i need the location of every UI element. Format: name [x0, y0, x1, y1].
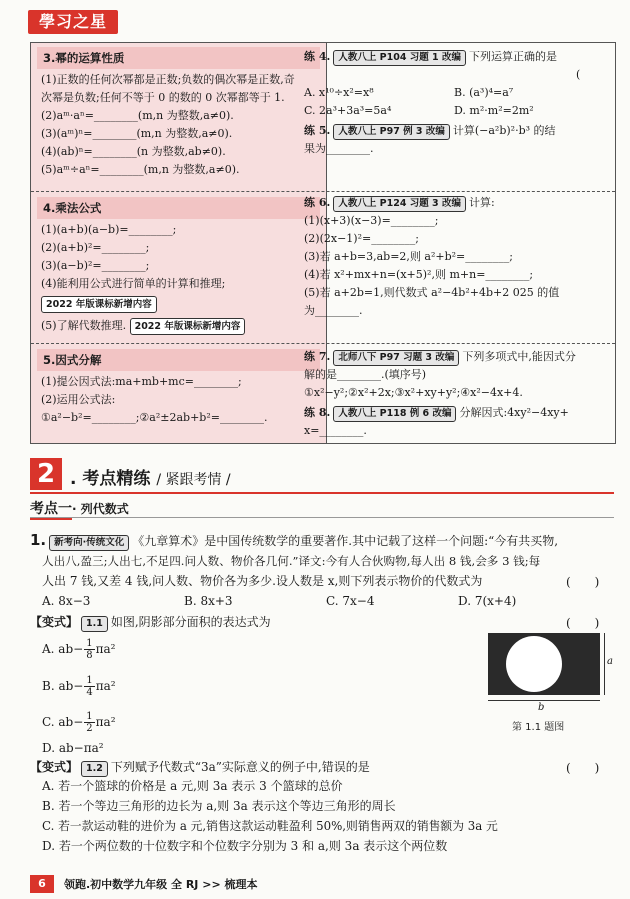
option-a: A. x¹⁰÷x²=x⁸ [304, 86, 374, 99]
denominator: 4 [86, 687, 93, 698]
practice-label: 练 5. [304, 124, 331, 137]
answer-paren: ( ) [566, 616, 600, 630]
variant-tag: 1.1 [81, 616, 108, 632]
practice-label: 练 6. [304, 196, 331, 209]
dimension-line [604, 633, 605, 695]
section-subtitle: / 紧跟考情 / [156, 472, 231, 488]
practice-text: 下列运算正确的是 [468, 50, 557, 63]
practice-line [304, 194, 598, 212]
page-footer [30, 873, 590, 895]
text-line: ①a²−b²=________;②a²±2ab+b²=________. [41, 411, 268, 424]
factorization-block [31, 345, 326, 427]
curriculum-tag: 2022 年版课标新增内容 [130, 318, 246, 335]
question-1-line [30, 530, 558, 551]
text-line [41, 295, 320, 313]
practice-line: 为________. [304, 304, 363, 317]
option-c: C. 7x−4 [326, 594, 375, 608]
text-line: (2)运用公式法: [41, 393, 116, 406]
practice-line: (2)(2x−1)²=________; [304, 232, 419, 245]
row-divider [31, 343, 615, 344]
source-tag: 人教八上 P104 习题 1 改编 [333, 50, 466, 66]
kaodian-heading [30, 498, 129, 518]
figure-caption: 第 1.1 题图 [512, 722, 565, 733]
text-line: (1)(a+b)(a−b)=________; [41, 223, 177, 236]
option-row [304, 102, 598, 120]
fraction [84, 675, 94, 698]
question-1-line: 人出 7 钱,又差 4 钱,问人数、物价各为多少.设人数是 x,则下列表示物价的代数式为 [42, 574, 483, 588]
option-c: C. 2a³+3a³=5a⁴ [304, 104, 392, 117]
numerator: 1 [86, 675, 93, 686]
text-line: (1)提公因式法:ma+mb+mc=________; [41, 375, 242, 388]
section-number: 2 [30, 458, 62, 490]
answer-paren: ( ) [566, 575, 600, 589]
block-title: 4.乘法公式 [37, 197, 320, 219]
text-line: (2)(a+b)²=________; [41, 241, 150, 254]
shaded-rectangle-figure [488, 633, 600, 695]
section-title [70, 464, 231, 489]
practice-line [304, 122, 598, 140]
block-title: 3.幂的运算性质 [37, 47, 320, 69]
option-b: B. (a³)⁴=a⁷ [454, 86, 514, 99]
question-text: 《九章算术》是中国传统数学的重要著作.其中记载了这样一个问题:“今有共买物, [132, 534, 559, 548]
option-row [304, 84, 598, 102]
text-line: 次幂是负数;任何不等于 0 的数的 0 次幂都等于 1. [41, 91, 285, 104]
practice-4-5 [304, 48, 604, 158]
practice-line: ①x²−y²;②x²+2x;③x²+xy+y²;④x²−4x+4. [304, 386, 523, 399]
numerator: 1 [86, 711, 93, 722]
variant-1-2-line [30, 757, 370, 777]
denominator: 2 [86, 723, 93, 734]
variant-tag: 1.2 [81, 761, 108, 777]
question-1-line: 人出八,盈三;人出七,不足四.问人数、物价各几何.”译文:今有人合伙购物,每人出 8 钱,会多 3 钱;每 [42, 554, 541, 568]
option-prefix: A. ab− [42, 642, 84, 656]
practice-text: 计算(−a²b)²·b³ 的结 [452, 124, 556, 137]
dimension-line [488, 700, 600, 701]
practice-line: (5)若 a+2b=1,则代数式 a²−4b²+4b+2 025 的值 [304, 286, 560, 299]
multiplication-formulas-block [31, 193, 326, 335]
option-d: D. ab−πa² [42, 741, 104, 755]
dimension-b-label: b [538, 702, 545, 713]
text-line: (4)能利用公式进行简单的计算和推理; [41, 277, 226, 290]
kaodian-subtitle: · 列代数式 [72, 502, 129, 516]
text-line: (2)aᵐ·aⁿ=________(m,n 为整数,a≠0). [41, 109, 234, 122]
question-number: 1. [30, 531, 47, 549]
variant-1-1-line [30, 612, 271, 632]
page-number: 6 [30, 875, 54, 893]
practice-text: 下列多项式中,能因式分 [462, 350, 576, 363]
row-divider [31, 191, 615, 192]
option-d: D. m²·m²=2m² [454, 104, 534, 117]
text-line: (5)aᵐ÷aⁿ=________(m,n 为整数,a≠0). [41, 163, 240, 176]
option-b: B. 若一个等边三角形的边长为 a,则 3a 表示这个等边三角形的周长 [42, 799, 396, 813]
practice-line [304, 48, 598, 66]
practice-line: (4)若 x²+mx+n=(x+5)²,则 m+n=________; [304, 268, 534, 281]
practice-line: x=________. [304, 424, 367, 437]
text-line [41, 317, 320, 335]
fraction [84, 638, 94, 661]
text-span: (5)了解代数推理. [41, 319, 127, 332]
option-prefix: C. ab− [42, 715, 84, 729]
option-c [42, 710, 116, 734]
practice-line: 果为________. [304, 142, 374, 155]
brand-logo: 學习之星 [28, 10, 118, 34]
text-line: (3)(a−b)²=________; [41, 259, 150, 272]
option-a: A. 若一个篮球的价格是 a 元,则 3a 表示 3 个篮球的总价 [42, 779, 343, 793]
footer-text: 领跑.初中数学九年级 全 RJ >> 梳理本 [64, 878, 258, 891]
option-b [42, 674, 116, 698]
power-rules-block [31, 43, 326, 179]
question-tag: 新考向·传统文化 [49, 535, 129, 551]
kaodian-rule [30, 517, 614, 518]
practice-line [304, 348, 598, 366]
option-a [42, 637, 115, 661]
source-tag: 人教八上 P124 习题 3 改编 [333, 196, 466, 212]
practice-line: (3)若 a+b=3,ab=2,则 a²+b²=________; [304, 250, 513, 263]
source-tag: 人教八上 P118 例 6 改编 [333, 406, 456, 422]
text-line: (4)(ab)ⁿ=________(n 为整数,ab≠0). [41, 145, 226, 158]
denominator: 8 [86, 650, 93, 661]
text-line: (3)(aᵐ)ⁿ=________(m,n 为整数,a≠0). [41, 127, 233, 140]
fraction [84, 711, 94, 734]
option-row [42, 591, 516, 611]
circle-shape [506, 636, 562, 692]
variant-label: 【变式】 [30, 615, 79, 629]
option-suffix: πa² [95, 642, 116, 656]
option-prefix: B. ab− [42, 679, 84, 693]
source-tag: 人教八上 P97 例 3 改编 [333, 124, 450, 140]
option-d: D. 若一个两位数的十位数字和个位数字分别为 3 和 a,则 3a 表示这个两位数 [42, 839, 448, 853]
section-rule [30, 492, 614, 494]
variant-text: 如图,阴影部分面积的表达式为 [110, 615, 271, 629]
practice-7-8 [304, 348, 604, 440]
practice-label: 练 4. [304, 50, 331, 63]
kaodian-title: 考点一 [30, 501, 72, 520]
practice-text: 分解因式:4xy²−4xy+ [459, 406, 569, 419]
numerator: 1 [86, 638, 93, 649]
text-line: (1)正数的任何次幂都是正数;负数的偶次幂是正数,奇 [41, 73, 295, 86]
variant-text: 下列赋予代数式“3a”实际意义的例子中,错误的是 [110, 760, 370, 774]
option-b: B. 8x+3 [184, 594, 233, 608]
block-title: 5.因式分解 [37, 349, 320, 371]
dimension-a-label: a [607, 656, 613, 667]
curriculum-tag: 2022 年版课标新增内容 [41, 296, 157, 313]
answer-paren: ( ) [566, 761, 600, 775]
practice-line: (1)(x+3)(x−3)=________; [304, 214, 439, 227]
practice-line [304, 404, 598, 422]
option-d: D. 7(x+4) [458, 594, 517, 608]
option-suffix: πa² [95, 679, 116, 693]
option-c: C. 若一款运动鞋的进价为 a 元,销售这款运动鞋盈利 50%,则销售两双的销售额为 3a 元 [42, 819, 498, 833]
practice-label: 练 7. [304, 350, 331, 363]
practice-line: 解的是________.(填序号) [304, 368, 427, 381]
section-title-text: . 考点精练 [70, 469, 151, 489]
answer-paren: ( [576, 68, 581, 81]
option-a: A. 8x−3 [42, 594, 91, 608]
option-suffix: πa² [95, 715, 116, 729]
source-tag: 北师八下 P97 习题 3 改编 [333, 350, 459, 366]
practice-6 [304, 194, 604, 320]
practice-label: 练 8. [304, 406, 331, 419]
variant-label: 【变式】 [30, 760, 79, 774]
practice-text: 计算: [468, 196, 495, 209]
